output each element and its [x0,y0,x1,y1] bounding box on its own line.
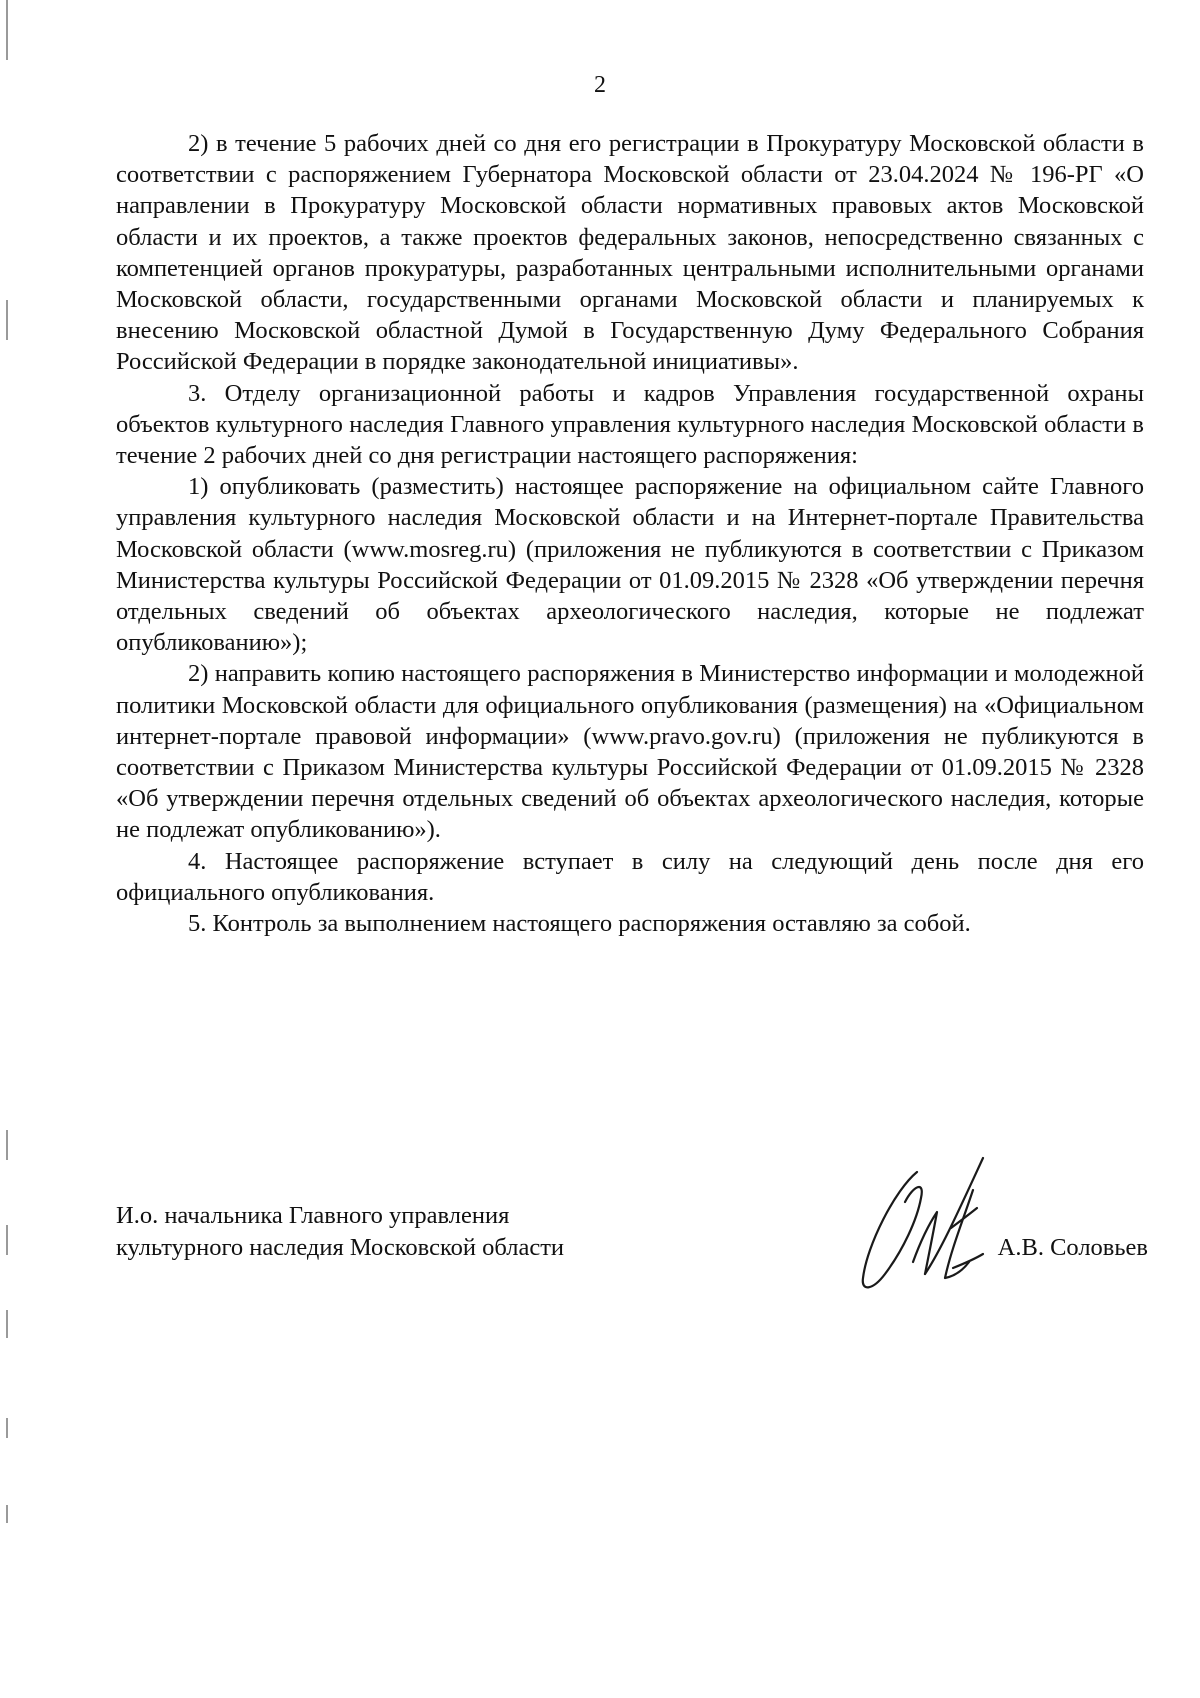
scan-edge-mark [6,0,8,60]
signatory-position [116,1200,676,1263]
scan-edge-mark [6,300,8,340]
signer-name: А.В. Соловьев [997,1234,1148,1261]
scan-edge-mark [6,1310,8,1338]
scan-edge-mark [6,1130,8,1160]
page-number: 2 [594,72,606,98]
paragraph-4-effective-date: 4. Настоящее распоряжение вступает в силу на следующий день после дня его официального опубликования. [116,847,1144,906]
document-body [116,128,1144,939]
paragraph-3-department-instructions: 3. Отделу организационной работы и кадров Управления государственной охраны объектов культурного наследия Главного управления культурного наследия Московской области в течение 2 рабочих дней со дня регистрации настоящего распоряжения: [116,379,1144,470]
scan-edge-mark [6,1505,8,1523]
paragraph-item-2-prosecutor: 2) в течение 5 рабочих дней со дня его регистрации в Прокуратуру Московской области в соответствии с распоряжением Губернатора Московской области от 23.04.2024 № 196-РГ «О направлении в Прокуратуру Московской области нормативных правовых актов Московской области и их проектов, а также проектов федеральных законов, непосредственно связанных с компетенцией органов прокуратуры, разработанных центральными исполнительными органами Московской области, государственными органами Московской области и планируемых к внесению Московской областной Думой в Государственную Думу Федерального Собрания Российской Федерации в порядке законодательной инициативы». [116,130,1144,376]
scan-edge-mark [6,1225,8,1255]
paragraph-item-2-send-copy: 2) направить копию настоящего распоряжения в Министерство информации и молодежной политики Московской области для официального опубликования (размещения) на «Официальном интернет-портале правовой информации» (www.pravo.gov.ru) (приложения не публикуются в соответствии с Приказом Министерства культуры Российской Федерации от 01.09.2015 № 2328 «Об утверждении перечня отдельных сведений об объектах археологического наследия, которые не подлежат опубликованию»). [116,660,1144,844]
signatory-position-line-1: И.о. начальника Главного управления [116,1202,510,1229]
paragraph-item-1-publish: 1) опубликовать (разместить) настоящее распоряжение на официальном сайте Главного управления культурного наследия Московской области и на Интернет-портале Правительства Московской области (www.mosreg.ru) (приложения не публикуются в соответствии с Приказом Министерства культуры Российской Федерации от 01.09.2015 № 2328 «Об утверждении перечня отдельных сведений об объектах археологического наследия, которые не подлежат опубликованию»); [116,473,1144,657]
scan-edge-mark [6,1418,8,1438]
handwritten-signature-icon [855,1150,1045,1300]
signatory-position-line-2: культурного наследия Московской области [116,1233,565,1261]
paragraph-5-control: 5. Контроль за выполнением настоящего распоряжения оставляю за собой. [188,910,971,938]
